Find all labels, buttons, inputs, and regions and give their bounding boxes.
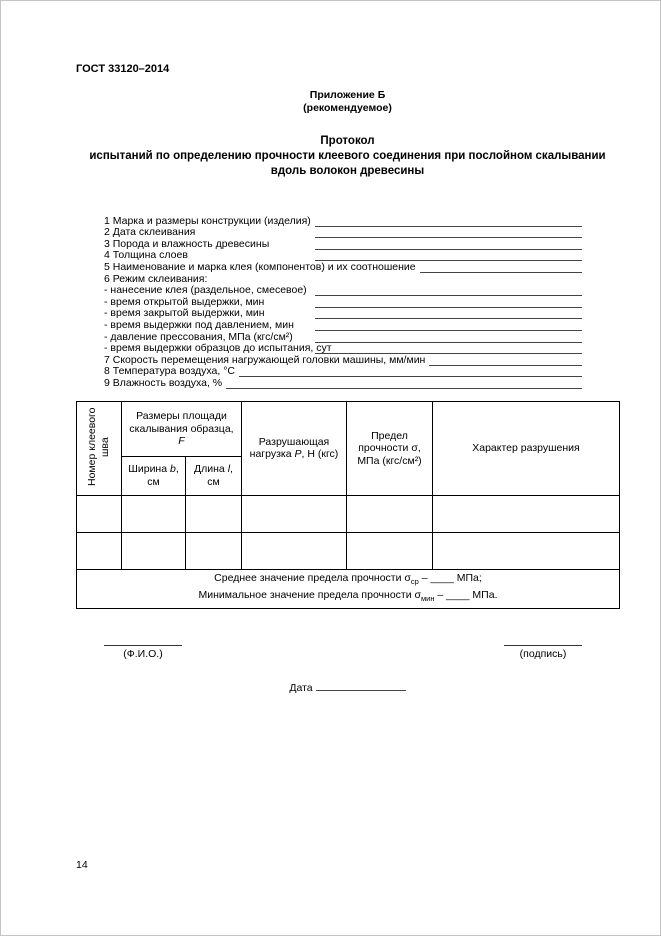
table-header-row: [77, 401, 620, 456]
col-header-shear-area: Размеры площади скалывания образца, F: [122, 401, 242, 456]
table-summary-row: [77, 569, 620, 608]
blank-line: [315, 308, 582, 319]
field-label: - нанесение клея (раздельное, смесевое): [104, 284, 307, 297]
blank-line: [226, 378, 582, 389]
appendix-block: [76, 89, 619, 114]
table-row: [77, 532, 620, 569]
page-content: [76, 63, 619, 694]
field-label: 3 Порода и влажность древесины: [104, 237, 270, 250]
table-cell: [186, 532, 242, 569]
form-field-row: [104, 308, 582, 320]
field-label: 7 Скорость перемещения нагружающей головки машины, мм/мин: [104, 353, 426, 366]
col-header-strength-limit: Предел прочности σ, МПа (кгс/см²): [347, 401, 433, 495]
field-label: - время выдержки под давлением, мин: [104, 318, 294, 331]
blank-line: [315, 320, 582, 331]
table-cell: [433, 532, 620, 569]
date-blank-line: [316, 680, 406, 691]
form-field-row: [104, 366, 582, 378]
blank-line: [315, 250, 582, 261]
field-label: 1 Марка и размеры конструкции (изделия): [104, 214, 311, 227]
form-field-row: [104, 354, 582, 366]
form-field-row: [104, 285, 582, 297]
table-cell: [77, 532, 122, 569]
blank-line: [315, 285, 582, 296]
title-block: [76, 134, 619, 179]
table-cell: [433, 495, 620, 532]
field-label: - время открытой выдержки, мин: [104, 295, 265, 308]
blank-line: [315, 343, 582, 354]
protocol-subtitle: испытаний по определению прочности клеевого соединения при послойном скалывании вдоль волокон древесины: [89, 150, 606, 177]
form-field-row: [104, 377, 582, 389]
sign-label: (подпись): [519, 647, 567, 660]
protocol-title: Протокол: [320, 135, 375, 147]
field-label: 9 Влажность воздуха, %: [104, 376, 223, 389]
date-row: [76, 680, 619, 694]
form-field-row: [104, 227, 582, 239]
field-label: 8 Температура воздуха, °С: [104, 365, 235, 378]
field-label: 6 Режим склеивания:: [104, 272, 208, 285]
blank-line: [420, 262, 582, 273]
sign-signature-block: [504, 633, 582, 660]
field-label: 5 Наименование и марка клея (компонентов) и их соотношение: [104, 260, 416, 273]
table-cell: [242, 532, 347, 569]
field-label: - давление прессования, МПа (кгс/см²): [104, 330, 293, 343]
table-cell: [347, 495, 433, 532]
date-label: Дата: [289, 681, 313, 694]
results-table: [76, 401, 620, 609]
blank-line: [315, 216, 582, 227]
appendix-title: Приложение Б: [309, 89, 386, 101]
summary-cell: [77, 569, 620, 608]
standard-number: ГОСТ 33120–2014: [76, 63, 170, 75]
blank-line: [315, 332, 582, 343]
field-label: 2 Дата склеивания: [104, 226, 196, 239]
form-fields: [76, 215, 619, 389]
table-cell: [186, 495, 242, 532]
blank-line: [315, 239, 582, 250]
blank-line: [315, 297, 582, 308]
signature-row: [76, 633, 619, 660]
table-row: [77, 495, 620, 532]
summary-average: Среднее значение предела прочности $\sigma_{ср}$ – ____ МПа;: [214, 572, 482, 587]
form-field-row: [104, 273, 582, 285]
sign-blank-line: [504, 633, 582, 646]
form-field-row: [104, 331, 582, 343]
fio-signature-block: [104, 633, 182, 660]
col-header-fracture-type: Характер разрушения: [433, 401, 620, 495]
blank-line: [429, 355, 582, 366]
fio-label: (Ф.И.О.): [123, 647, 163, 660]
field-label: - время выдержки образцов до испытания, сут: [104, 342, 332, 355]
col-header-breaking-load: Разрушающая нагрузка P, Н (кгс): [242, 401, 347, 495]
table-cell: [122, 532, 186, 569]
field-label: - время закрытой выдержки, мин: [104, 307, 265, 320]
form-field-row: [104, 296, 582, 308]
blank-line: [239, 366, 582, 377]
col-header-length: Длина l, см: [186, 456, 242, 495]
form-field-row: [104, 215, 582, 227]
form-field-row: [104, 238, 582, 250]
form-field-row: [104, 343, 582, 355]
form-field-row: [104, 261, 582, 273]
summary-minimum: Минимальное значение предела прочности $\sigma_{мин}$ – ____ МПа.: [198, 588, 498, 603]
fio-blank-line: [104, 633, 182, 646]
table-cell: [122, 495, 186, 532]
col-header-seam-number: Номер клеевого шва: [77, 401, 122, 495]
form-field-row: [104, 250, 582, 262]
field-label: 4 Толщина слоев: [104, 249, 188, 262]
table-cell: [77, 495, 122, 532]
blank-line: [315, 227, 582, 238]
page-number: 14: [76, 859, 88, 871]
col-header-width: Ширина b, см: [122, 456, 186, 495]
appendix-note: (рекомендуемое): [303, 101, 392, 114]
form-field-row: [104, 319, 582, 331]
table-cell: [347, 532, 433, 569]
table-cell: [242, 495, 347, 532]
